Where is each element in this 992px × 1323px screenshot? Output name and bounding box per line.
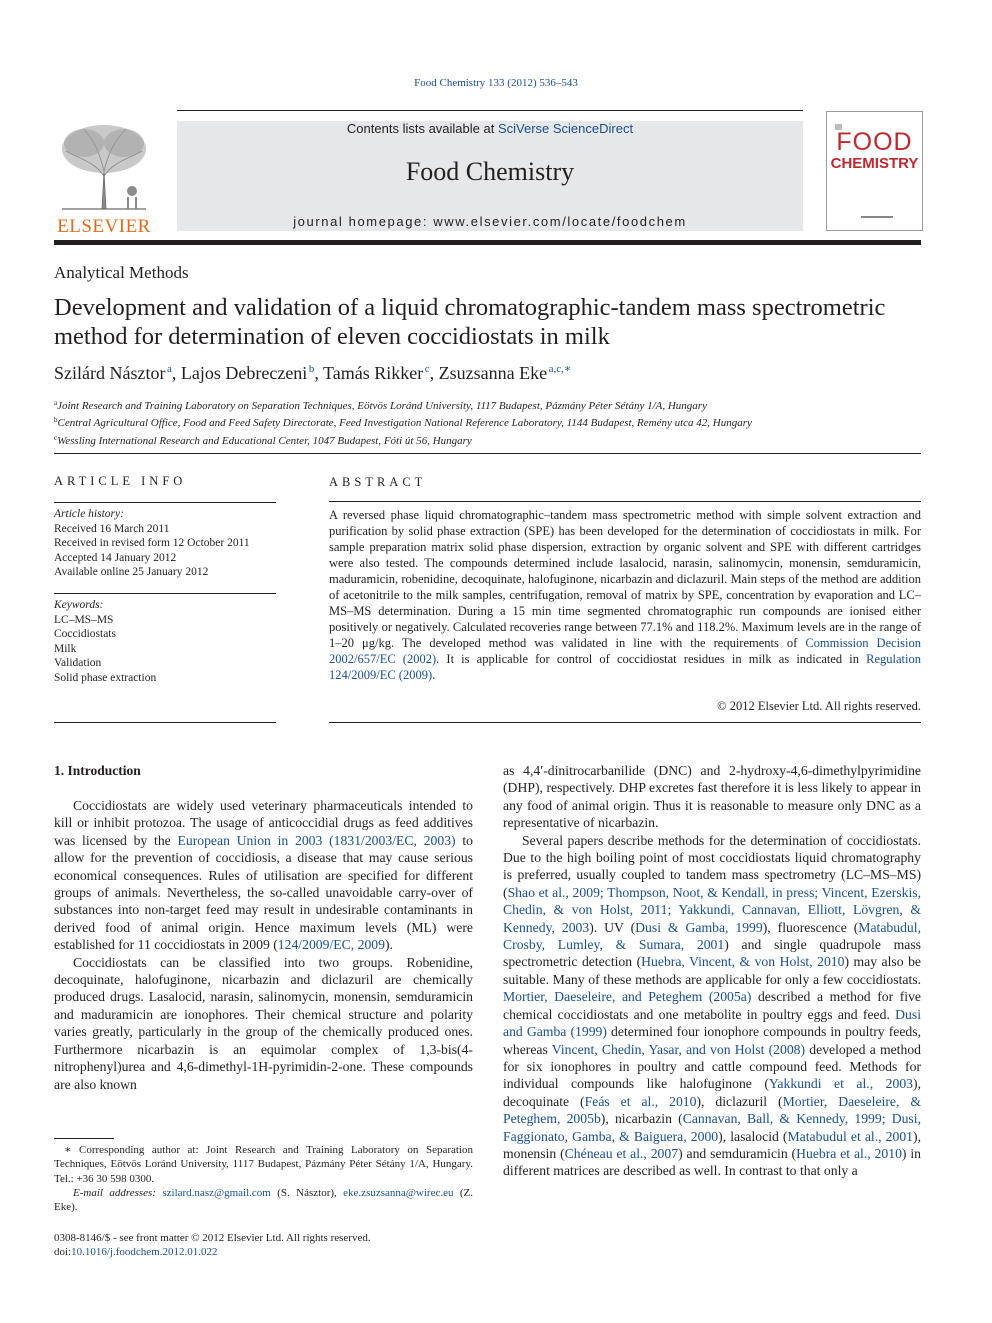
reference-link[interactable]: Chéneau et al., 2007 — [564, 1145, 679, 1161]
regulation-link[interactable]: Regulation 124/2009/EC (2009) — [329, 652, 921, 682]
front-matter-line: 0308-8146/$ - see front matter © 2012 Elsevier Ltd. All rights reserved. — [54, 1232, 371, 1244]
paragraph: as 4,4′-dinitrocarbanilide (DNC) and 2-hydroxy-4,6-dimethylpyrimidine (DHP), respectively. DHP excretes fast therefore it is less likely to appear in any food of animal origin. Thus it is reasonable to measure only DNC as a representative of nicarbazin. — [503, 763, 921, 831]
elsevier-wordmark: ELSEVIER — [57, 216, 151, 237]
keywords-rule — [54, 593, 276, 594]
keyword: Validation — [54, 657, 102, 669]
email-label: E-mail addresses: — [73, 1186, 156, 1199]
reference-link[interactable]: Vincent, Chedin, Yasar, and von Holst (2008) — [551, 1041, 806, 1057]
author-affil-marker[interactable]: c — [424, 363, 430, 375]
affiliation — [54, 396, 752, 413]
commission-decision-link[interactable]: Commission Decision 2002/657/EC (2002) — [329, 636, 921, 666]
email-addresses — [54, 1186, 473, 1215]
text-run: ), fluorescence ( — [762, 919, 859, 935]
header-top-rule — [177, 110, 803, 111]
reference-link[interactable]: Huebra et al., 2010 — [796, 1145, 902, 1161]
text-run: determined four ionophore compounds in poultry feeds, whereas — [503, 1024, 922, 1057]
affiliation-marker: c — [54, 433, 58, 442]
corresponding-author-note: ∗ Corresponding author at: Joint Research and Training Laboratory on Separation Techniques, Eötvös Loránd University, 1117 Budapest, Pázmány Péter Sétány 1/A, Hungary. Tel.: +36 30 598 0300. — [54, 1144, 473, 1185]
reference-link[interactable]: Huebra, Vincent, & von Holst, 2010 — [641, 954, 845, 970]
affiliation-text: Joint Research and Training Laboratory on Separation Techniques, Eötvös Loránd University, 1117 Budapest, Pázmány Péter Sétány 1/A, Hungary — [57, 400, 707, 412]
keyword: LC–MS–MS — [54, 613, 114, 626]
reference-link[interactable]: Cannavan, Ball, & Kennedy, 1999; Dusi, Faggionato, Gamba, & Baiguera, 2000 — [503, 1111, 921, 1144]
journal-citation[interactable]: Food Chemistry 133 (2012) 536–543 — [414, 77, 578, 89]
paragraph — [503, 832, 921, 1180]
cover-footer-mark — [861, 216, 893, 218]
reference-link[interactable]: Mortier, Daeseleire, & Peteghem, 2005b — [503, 1093, 921, 1127]
footnote-rule — [54, 1138, 114, 1139]
author-name[interactable]: Lajos Debreczeni — [180, 363, 308, 383]
journal-cover-thumbnail[interactable] — [826, 111, 923, 231]
article-info-bottom-rule — [54, 722, 276, 723]
reference-link[interactable]: Yakkundi et al., 2003 — [768, 1076, 914, 1092]
text-run: ), diclazuril ( — [696, 1093, 783, 1109]
author-name[interactable]: Zsuzsanna Eke — [438, 363, 548, 383]
article-info-rule — [54, 502, 276, 503]
author-list: Szilárd Násztor $^a$, Lajos Debreczeni $^b$, Tamás Rikker $^c$, Zsuzsanna Eke $^{a,c,∗}$ — [54, 363, 572, 383]
affiliation-marker: a — [54, 399, 58, 407]
text-run: Coccidiostats are widely used veterinary pharmaceuticals intended to kill or inhibit protozoa. The usage of anticoccidial drugs as feed additives was licensed by the — [54, 798, 473, 848]
reference-link[interactable]: Dusi & Gamba, 1999 — [635, 919, 763, 935]
history-item: Received 16 March 2011 — [54, 522, 170, 535]
reference-link[interactable]: Feás et al., 2010 — [584, 1093, 697, 1109]
contents-prefix: Contents lists available at — [346, 121, 498, 136]
reference-link[interactable]: Matabudul et al., 2001 — [787, 1128, 914, 1144]
keyword: Milk — [54, 642, 77, 655]
reference-link[interactable]: 124/2009/EC, 2009 — [277, 937, 385, 953]
text-run: ), decoquinate ( — [503, 1076, 921, 1109]
author-name[interactable]: Szilárd Násztor — [54, 363, 166, 383]
reference-link[interactable]: Dusi and Gamba (1999) — [503, 1006, 921, 1040]
paragraph — [54, 797, 473, 954]
keywords — [54, 598, 156, 685]
email-link[interactable]: eke.zsuzsanna@wirec.eu — [343, 1186, 454, 1199]
reference-link[interactable]: Matabudul, Crosby, Lumley, & Sumara, 2001 — [503, 919, 922, 953]
author-affil-marker[interactable]: a,c,∗ — [548, 363, 572, 375]
paragraph: Coccidiostats can be classified into two groups. Robenidine, decoquinate, halofuginone, nicarbazin and diclazuril are chemically produced drugs. Lasalocid, narasin, salinomycin, monensin, semduramicin and maduramicin are ionophores. Their chemical structure and polarity varies greatly, particularly in the group of the chemically produced ones. Furthermore nicarbazin is an equimolar complex of 1,3-bis(4-nitrophenyl)urea and 4,6-dimethyl-1H-pyrimidin-2-one. These compounds are also known — [54, 954, 473, 1092]
doi-label: doi: — [54, 1246, 72, 1259]
email-owner: (Z. Eke). — [54, 1186, 473, 1214]
text-run: ), monensin ( — [503, 1128, 922, 1161]
abstract-part: . — [432, 668, 436, 682]
cover-title-food: FOOD — [836, 128, 913, 156]
text-run: ) and semduramicin ( — [678, 1145, 797, 1161]
affiliation-marker: b — [54, 416, 58, 425]
abstract-heading: ABSTRACT — [329, 475, 427, 489]
history-item: Received in revised form 12 October 2011 — [54, 537, 250, 549]
affiliation-text: Wessling International Research and Educational Center, 1047 Budapest, Fóti út 56, Hungary — [57, 434, 472, 447]
journal-banner — [177, 121, 803, 231]
keywords-label: Keywords: — [54, 599, 104, 611]
text-run: ), nicarbazin ( — [600, 1111, 683, 1127]
keyword: Solid phase extraction — [54, 671, 157, 684]
doi-line — [54, 1245, 371, 1259]
email-owner: (S. Násztor), — [270, 1186, 344, 1199]
issn-doi-block — [54, 1231, 371, 1260]
journal-name: Food Chemistry — [405, 157, 575, 186]
abstract-text — [329, 507, 921, 683]
affiliation — [54, 431, 752, 448]
history-item: Accepted 14 January 2012 — [54, 551, 177, 564]
abstract-rule — [329, 501, 921, 502]
text-run: described a method for five chemical coccidiostats and one metabolite in poultry eggs and feed. — [503, 989, 921, 1022]
abstract-part: . It is applicable for control of coccidiostat residues in milk as indicated in — [436, 652, 867, 666]
text-run: to allow for the prevention of coccidiosis, a disease that may cause serious economical consequences. Rules of utilisation are specified for different groups of animals. Nevertheless, the so-called unavoidable carry-over of substances into non-target feed may result in undesirable contaminants in derived food of animal origin. Hence maximum levels (ML) were established for 11 coccidiostats in 2009 ( — [54, 832, 473, 953]
elsevier-logo[interactable] — [54, 121, 154, 237]
footnote — [54, 1143, 473, 1214]
reference-link[interactable]: Shao et al., 2009; Thompson, Noot, & Kendall, in press; Vincent, Ezerskis, Chedin, & von Holst, 2011; Yakkundi, Cannavan, Elliott, Lövgren, & Kennedy, 2003 — [503, 884, 921, 935]
text-run: ) in different matrices are described as well. In contrast to that only a — [503, 1145, 921, 1179]
article-history — [54, 507, 250, 580]
article-section: Analytical Methods — [54, 263, 189, 282]
text-run: developed a method for six ionophores in poultry and cattle compound feed. Methods for individual compounds like halofuginone ( — [503, 1041, 922, 1092]
elsevier-tree-icon — [54, 121, 154, 213]
email-link[interactable]: szilard.nasz@gmail.com — [162, 1186, 271, 1199]
header-thick-rule — [54, 240, 921, 245]
affiliation-text: Central Agricultural Office, Food and Feed Safety Directorate, Feed Investigation National Reference Laboratory, 1144 Budapest, Remény utca 42, Hungary — [57, 417, 752, 430]
abstract-bottom-rule — [329, 722, 921, 723]
text-run: ) and single quadrupole mass spectrometric detection ( — [503, 937, 921, 970]
affiliation-rule — [54, 453, 921, 454]
article-title: Development and validation of a liquid chromatographic-tandem mass spectrometric method for determination of eleven coccidiostats in milk — [54, 294, 886, 350]
text-run: ). UV ( — [589, 919, 636, 935]
text-run: ), lasalocid ( — [718, 1128, 788, 1144]
abstract-copyright: © 2012 Elsevier Ltd. All rights reserved. — [717, 699, 921, 713]
text-run: ). — [385, 937, 393, 953]
affiliations — [54, 396, 752, 448]
author-name[interactable]: Tamás Rikker — [323, 363, 424, 383]
body-column-left — [54, 797, 473, 1093]
abstract-part: A reversed phase liquid chromatographic–tandem mass spectrometric method with simple solvent extraction and purification by solid phase extraction (SPE) has been developed for the determination of coccidiostats in milk. For sample preparation matrix solid phase dispersion, extraction by organic solvent and SPE with different cartridges were also tested. The compounds determined include lasalocid, narasin, salinomycin, monensin, semduramicin, maduramicin, robenidine, decoquinate, halofuginone, nicarbazin and diclazuril. Main steps of the method are addition of acetonitrile to the milk samples, centrifugation, removal of matrix by SPE, concentration by evaporation and LC–MS–MS determination. During a 15 min time segmented chromatographic run compounds are ionised either positively or negatively. Calculated recoveries range between 77.1% and 118.2%. Maximum levels are in the range of 1–20 μg/kg. The developed method was validated in line with the requirements of — [329, 508, 921, 650]
doi-link[interactable]: 10.1016/j.foodchem.2012.01.022 — [71, 1246, 218, 1259]
article-info-heading: ARTICLE INFO — [54, 474, 187, 488]
introduction-heading: 1. Introduction — [54, 763, 141, 778]
text-run: Several papers describe methods for the determination of coccidiostats. Due to the high boiling point of most coccidiostats liquid chromatography is preferred, usually coupled to tandem mass spectrometry (LC–MS–MS) ( — [503, 832, 921, 900]
text-run: ) may also be suitable. Many of these methods are applicable for only a few coccidiostats. — [503, 954, 921, 987]
journal-homepage-link[interactable]: journal homepage: www.elsevier.com/locate/foodchem — [293, 214, 687, 229]
reference-link[interactable]: Mortier, Daeseleire, and Peteghem (2005a) — [503, 989, 752, 1005]
history-label: Article history: — [54, 508, 124, 520]
body-column-right — [503, 762, 921, 1180]
author-affil-marker[interactable]: a — [166, 363, 172, 375]
reference-link[interactable]: European Union in 2003 (1831/2003/EC, 2003) — [177, 832, 456, 848]
history-item: Available online 25 January 2012 — [54, 566, 209, 578]
cover-title-chemistry: CHEMISTRY — [830, 155, 919, 172]
sciencedirect-link[interactable]: SciVerse ScienceDirect — [497, 121, 634, 136]
contents-line — [177, 121, 803, 136]
keyword: Coccidiostats — [54, 628, 116, 640]
affiliation — [54, 413, 752, 430]
author-affil-marker[interactable]: b — [308, 363, 315, 375]
